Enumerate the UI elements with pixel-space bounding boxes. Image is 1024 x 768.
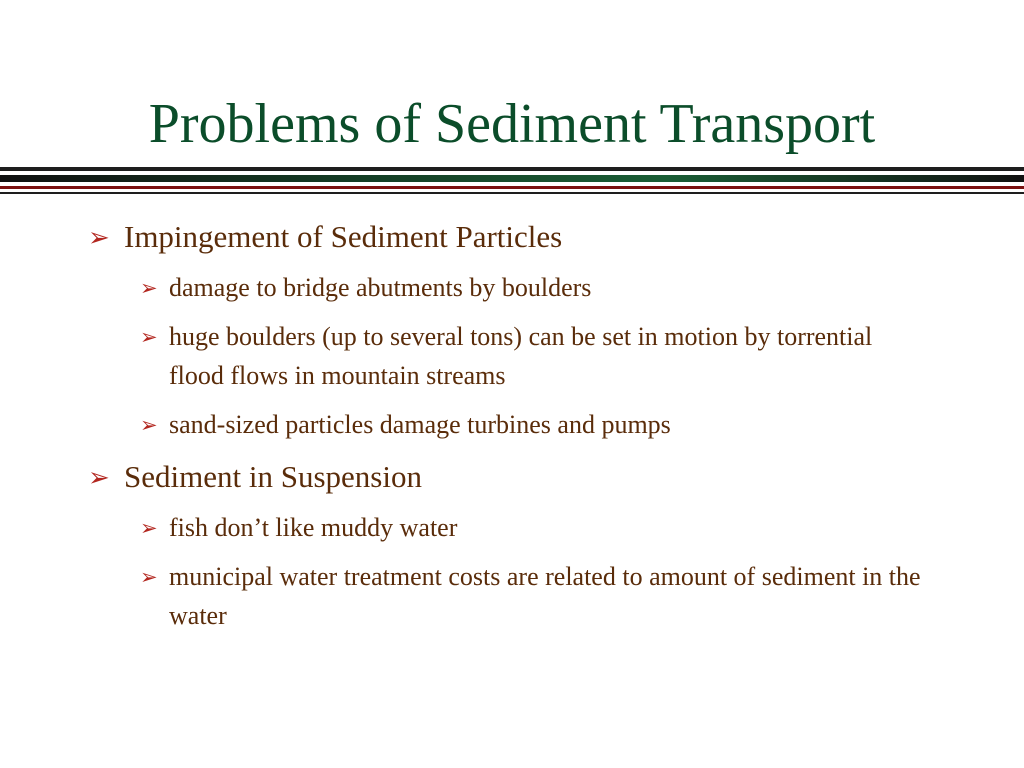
divider-line (0, 175, 1024, 182)
arrow-bullet-icon: ➢ (140, 325, 158, 349)
sub-bullet-text: municipal water treatment costs are related to amount of sediment in the water (169, 562, 921, 630)
title-divider (0, 167, 1024, 197)
bullet-item (0, 458, 1024, 496)
bullet-text: Impingement of Sediment Particles (124, 219, 563, 254)
sub-bullet-text: damage to bridge abutments by boulders (169, 273, 592, 302)
arrow-bullet-icon: ➢ (88, 463, 110, 492)
bullet-text: Sediment in Suspension (124, 459, 422, 494)
divider-line (0, 192, 1024, 194)
sub-bullet-item (0, 317, 1024, 395)
arrow-bullet-icon: ➢ (88, 223, 110, 252)
sub-bullet-item (0, 557, 1024, 635)
bullet-item (0, 218, 1024, 256)
sub-bullet-item (0, 268, 1024, 307)
divider-line (0, 167, 1024, 171)
slide-title: Problems of Sediment Transport (148, 93, 876, 155)
sub-bullet-text: sand-sized particles damage turbines and pumps (169, 410, 671, 439)
sub-bullet-text: fish don’t like muddy water (169, 513, 458, 542)
arrow-bullet-icon: ➢ (140, 413, 158, 437)
bullet-list (0, 218, 1024, 645)
arrow-bullet-icon: ➢ (140, 276, 158, 300)
divider-line (0, 186, 1024, 189)
sub-bullet-text: huge boulders (up to several tons) can be set in motion by torrential flood flows in mountain streams (169, 322, 873, 390)
sub-bullet-item (0, 405, 1024, 444)
arrow-bullet-icon: ➢ (140, 565, 158, 589)
arrow-bullet-icon: ➢ (140, 516, 158, 540)
sub-bullet-item (0, 508, 1024, 547)
